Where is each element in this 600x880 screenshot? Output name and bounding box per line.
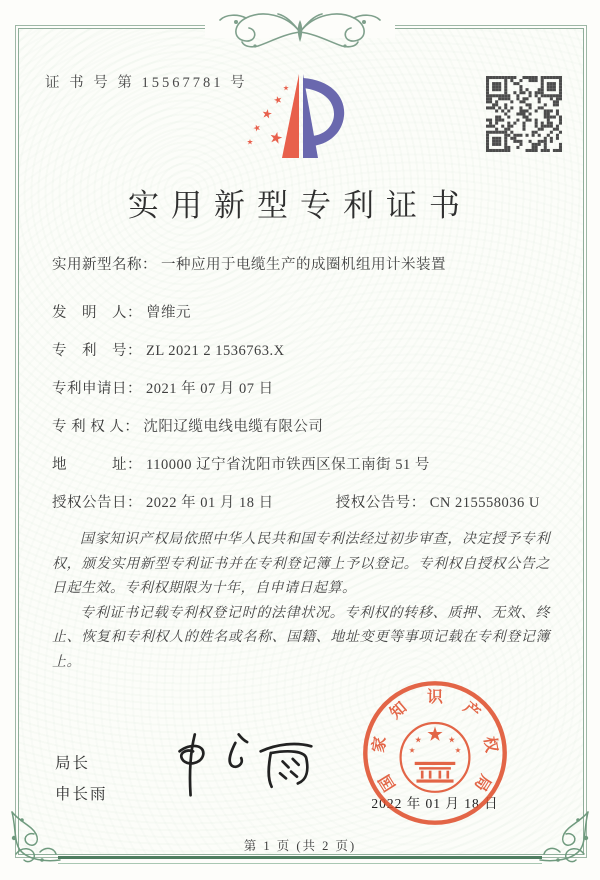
legal-text — [52, 528, 550, 675]
field-label: 发 明 人： — [52, 305, 142, 321]
field-value: CN 215558036 U — [429, 495, 540, 511]
field-label: 实用新型名称： — [52, 257, 157, 273]
svg-text:家: 家 — [370, 735, 390, 754]
national-emblem — [401, 723, 470, 792]
field-row-name — [52, 253, 446, 274]
qr-code — [486, 76, 562, 152]
field-row-filing-date — [52, 377, 274, 398]
svg-text:国: 国 — [376, 771, 400, 794]
agency-seal — [360, 678, 510, 828]
director-signature — [152, 726, 322, 802]
legal-paragraph: 国家知识产权局依照中华人民共和国专利法经过初步审查，决定授予专利权，颁发实用新型专利证书并在专利登记簿上予以登记。专利权自授权公告之日起生效。专利权期限为十年，自申请日起算。 — [52, 532, 550, 596]
cnipa-logo — [240, 64, 360, 168]
bottom-rule — [58, 856, 542, 864]
signer-title: 局长 — [55, 755, 91, 772]
field-value: 沈阳辽缆电线电缆有限公司 — [143, 419, 324, 435]
field-label: 地 址： — [52, 457, 142, 473]
field-label: 授权公告日： — [52, 495, 142, 511]
field-label: 授权公告号： — [335, 495, 426, 511]
field-label: 专 利 号： — [52, 343, 142, 359]
field-label: 专 利 权 人： — [52, 419, 140, 435]
field-value: 2022 年 01 月 18 日 — [146, 495, 274, 511]
field-row-patentee — [52, 415, 323, 436]
field-value: 曾维元 — [146, 305, 191, 321]
field-row-inventor — [52, 301, 191, 322]
certificate-title: 实用新型专利证书 — [128, 188, 472, 223]
signer-block — [55, 748, 108, 810]
field-value: 110000 辽宁省沈阳市铁西区保工南街 51 号 — [146, 457, 430, 473]
field-value: 2021 年 07 月 07 日 — [146, 381, 274, 397]
field-row-patent-number — [52, 339, 285, 360]
field-value: ZL 2021 2 1536763.X — [146, 343, 285, 359]
svg-text:知: 知 — [387, 699, 411, 723]
svg-text:识: 识 — [427, 688, 443, 706]
page-number: 第 1 页 (共 2 页) — [243, 839, 357, 853]
svg-text:产: 产 — [459, 699, 483, 723]
top-flourish-icon — [200, 2, 400, 54]
field-value: 一种应用于电缆生产的成圈机组用计米装置 — [161, 257, 446, 273]
field-label: 专利申请日： — [52, 381, 142, 397]
field-row-grant — [52, 491, 540, 512]
field-row-address — [52, 453, 430, 474]
signer-name: 申长雨 — [55, 786, 108, 803]
svg-text:局: 局 — [470, 771, 494, 794]
svg-text:权: 权 — [480, 735, 500, 754]
seal-date: 2022 年 01 月 18 日 — [371, 796, 499, 811]
certificate-number: 证 书 号 第 15567781 号 — [45, 75, 248, 91]
legal-paragraph: 专利证书记载专利权登记时的法律状况。专利权的转移、质押、无效、终止、恢复和专利权人的姓名或名称、国籍、地址变更等事项记载在专利登记簿上。 — [52, 605, 550, 670]
